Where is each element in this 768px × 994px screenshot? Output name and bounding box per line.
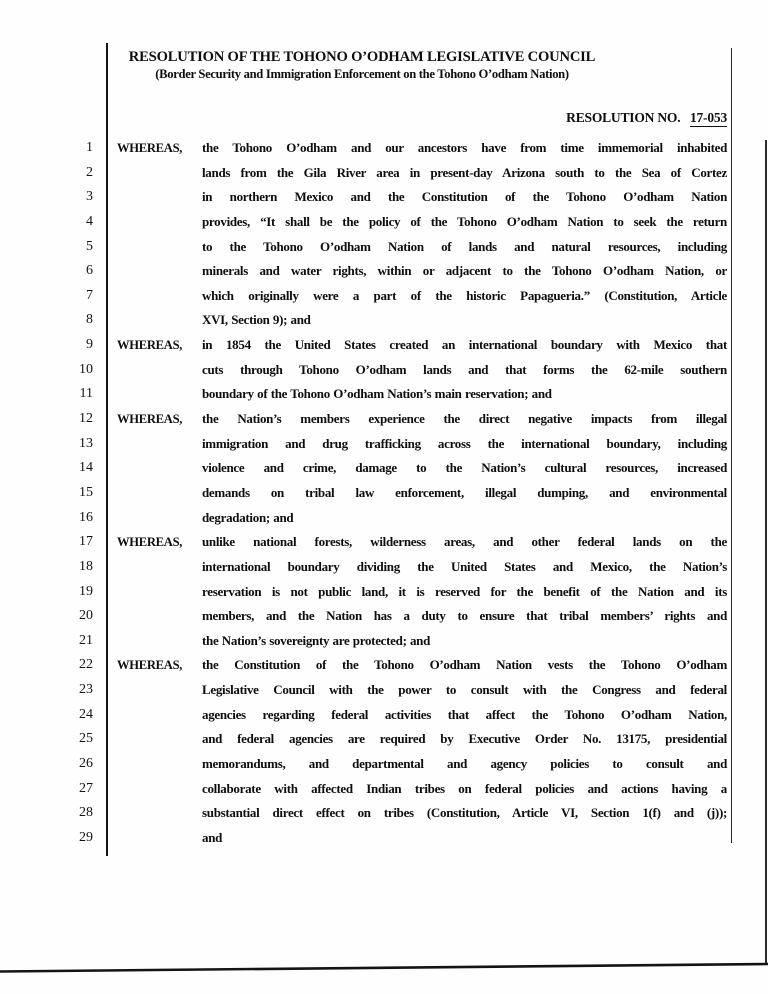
line-number: 6 — [86, 263, 93, 279]
document-line — [0, 456, 768, 481]
document-line — [0, 358, 768, 383]
document-line — [0, 826, 768, 851]
line-number: 13 — [79, 435, 93, 451]
line-number: 12 — [79, 411, 93, 427]
resolution-number-value: 17-053 — [689, 110, 727, 125]
line-text: which originally were a part of the historic Papagueria.” (Constitution, Article — [202, 287, 727, 303]
line-number: 16 — [79, 509, 93, 525]
line-text: reservation is not public land, it is reserved for the benefit of the Nation and its — [202, 583, 727, 599]
line-number: 17 — [79, 534, 93, 550]
document-line — [0, 629, 768, 654]
line-text: XVI, Section 9); and — [202, 312, 311, 328]
document-line — [0, 604, 768, 629]
line-text: minerals and water rights, within or adjacent to the Tohono O’odham Nation, or — [202, 263, 727, 279]
line-number: 19 — [79, 583, 93, 599]
whereas-label: WHEREAS, — [117, 658, 183, 673]
document-line — [0, 308, 768, 333]
document-line — [0, 407, 768, 432]
document-line — [0, 555, 768, 580]
line-text: and federal agencies are required by Executive Order No. 13175, presidential — [202, 731, 727, 747]
document-line — [0, 727, 768, 752]
line-text: international boundary dividing the United States and Mexico, the Nation’s — [202, 558, 727, 574]
document-line — [0, 161, 768, 186]
resolution-number — [566, 110, 727, 126]
line-text: the Nation’s sovereignty are protected; and — [202, 632, 431, 648]
whereas-label: WHEREAS, — [117, 141, 183, 155]
line-number: 26 — [79, 756, 93, 772]
document-line — [0, 703, 768, 728]
line-text: to the Tohono O’odham Nation of lands and natural resources, including — [202, 238, 727, 254]
line-number: 23 — [79, 682, 93, 698]
line-text: unlike national forests, wilderness areas, and other federal lands on the — [202, 534, 727, 550]
document-line — [0, 752, 768, 777]
document-body — [0, 136, 768, 851]
document-line — [0, 210, 768, 235]
document-line — [0, 235, 768, 260]
line-number: 8 — [86, 312, 93, 328]
document-line — [0, 432, 768, 457]
line-text: degradation; and — [202, 509, 294, 525]
line-number: 11 — [79, 386, 93, 402]
document-title: RESOLUTION OF THE TOHONO O’ODHAM LEGISLATIVE COUNCIL — [128, 49, 596, 65]
line-text: demands on tribal law enforcement, illegal dumping, and environmental — [202, 484, 727, 500]
line-number: 18 — [79, 558, 93, 574]
line-text: boundary of the Tohono O’odham Nation’s main reservation; and — [202, 386, 552, 402]
line-number: 14 — [79, 460, 93, 476]
line-number: 25 — [79, 731, 93, 747]
line-number: 5 — [86, 238, 93, 254]
document-line — [0, 284, 768, 309]
line-number: 15 — [79, 484, 93, 500]
document-line — [0, 801, 768, 826]
line-number: 10 — [79, 361, 93, 377]
line-number: 28 — [79, 805, 93, 821]
line-number: 22 — [79, 657, 93, 673]
line-number: 3 — [86, 189, 93, 205]
document-line — [0, 136, 768, 161]
line-text: memorandums, and departmental and agency policies to consult and — [202, 756, 727, 772]
line-text: Legislative Council with the power to consult with the Congress and federal — [202, 682, 727, 698]
line-number: 9 — [86, 337, 93, 353]
line-text: provides, “It shall be the policy of the Tohono O’odham Nation to seek the return — [202, 213, 727, 229]
document-subtitle: (Border Security and Immigration Enforcement on the Tohono O’odham Nation) — [155, 67, 569, 81]
line-number: 4 — [86, 213, 93, 229]
line-text: violence and crime, damage to the Nation’s cultural resources, increased — [202, 460, 727, 476]
document-line — [0, 580, 768, 605]
line-number: 24 — [79, 706, 93, 722]
line-text: lands from the Gila River area in present-day Arizona south to the Sea of Cortez — [202, 164, 727, 180]
line-text: the Constitution of the Tohono O’odham Nation vests the Tohono O’odham — [202, 657, 727, 673]
line-number: 21 — [79, 632, 93, 648]
document-line — [0, 678, 768, 703]
line-text: the Tohono O’odham and our ancestors have from time immemorial inhabited — [202, 140, 727, 155]
document-line — [0, 481, 768, 506]
whereas-label: WHEREAS, — [117, 338, 183, 353]
line-text: substantial direct effect on tribes (Constitution, Article VI, Section 1(f) and (j)); — [202, 805, 727, 821]
line-number: 27 — [79, 780, 93, 796]
line-text: in northern Mexico and the Constitution of the Tohono O’odham Nation — [202, 189, 727, 205]
line-number: 2 — [86, 164, 93, 180]
document-line — [0, 259, 768, 284]
line-text: cuts through Tohono O’odham lands and that forms the 62-mile southern — [202, 361, 727, 377]
line-text: and — [202, 829, 223, 845]
line-number: 20 — [79, 608, 93, 624]
document-heading — [107, 50, 617, 81]
document-line — [0, 333, 768, 358]
document-line — [0, 777, 768, 802]
document-line — [0, 185, 768, 210]
document-line — [0, 382, 768, 407]
whereas-label: WHEREAS, — [117, 535, 183, 550]
line-text: the Nation’s members experience the direct negative impacts from illegal — [202, 411, 727, 427]
document-line — [0, 653, 768, 678]
line-text: members, and the Nation has a duty to ensure that tribal members’ rights and — [202, 608, 727, 624]
line-number: 1 — [86, 140, 93, 155]
resolution-number-label: RESOLUTION NO. — [566, 110, 681, 125]
line-number: 29 — [79, 829, 93, 845]
line-number: 7 — [86, 287, 93, 303]
line-text: agencies regarding federal activities that affect the Tohono O’odham Nation, — [202, 706, 727, 722]
line-text: in 1854 the United States created an international boundary with Mexico that — [202, 337, 727, 353]
line-text: immigration and drug trafficking across the international boundary, including — [202, 435, 727, 451]
document-line — [0, 506, 768, 531]
whereas-label: WHEREAS, — [117, 412, 183, 427]
line-text: collaborate with affected Indian tribes on federal policies and actions having a — [202, 780, 727, 796]
document-line — [0, 530, 768, 555]
